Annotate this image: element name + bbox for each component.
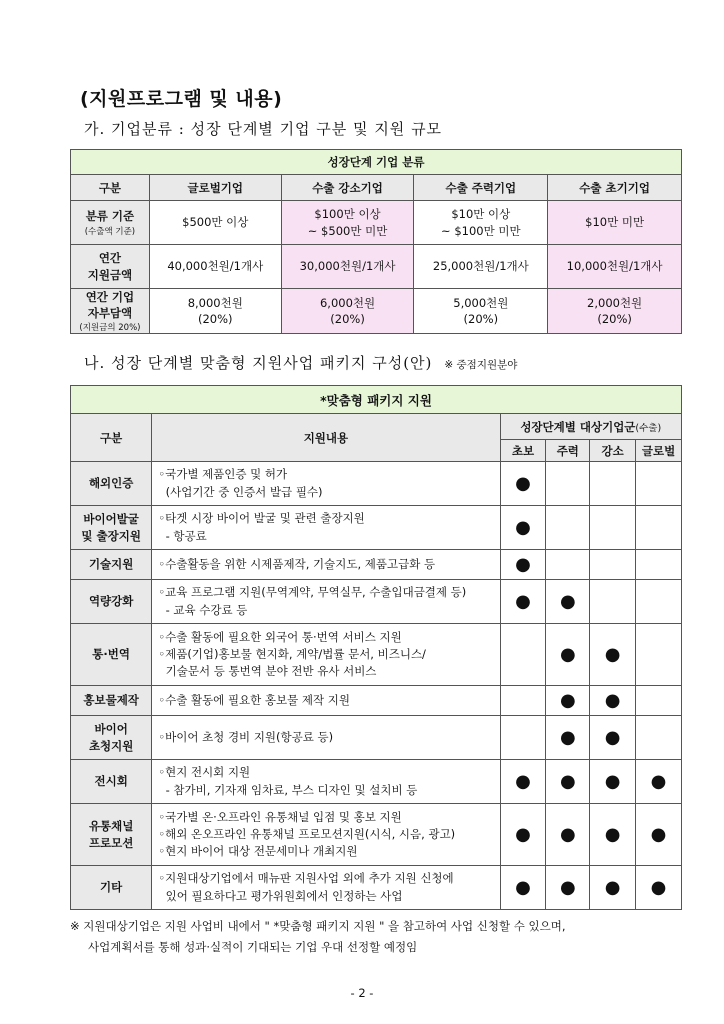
table2-caption: *맞춤형 패키지 지원 [71, 386, 682, 414]
row-label-text: 분류 기준 [85, 209, 135, 224]
page-title: (지원프로그램 및 내용) [80, 88, 283, 110]
footnote-line2: 사업계획서를 통해 성과·실적이 기대되는 기업 우대 선정할 예정임 [88, 939, 418, 954]
package-row [71, 686, 682, 716]
filled-circle-icon: ● [604, 823, 621, 845]
table1-row-label [71, 245, 150, 289]
filled-circle-icon: ● [559, 643, 576, 665]
package-category: 홍보물제작 [71, 686, 152, 716]
table1-cell: 5,000천원 (20%) [414, 289, 548, 334]
package-content [152, 716, 500, 760]
package-content [152, 804, 500, 866]
table1-row-label [71, 289, 150, 334]
package-category: 역량강화 [71, 580, 152, 624]
package-content [152, 866, 500, 910]
row-sublabel: (지원금의 20%) [79, 323, 141, 334]
package-category: 기술지원 [71, 550, 152, 580]
content-line: 기술문서 등 통번역 분야 전반 유사 서비스 [158, 664, 377, 679]
package-category: 통·번역 [71, 624, 152, 686]
content-line: - 항공료 [158, 528, 207, 543]
stage-mark-cell [546, 624, 590, 686]
table1-cell: $10만 미만 [548, 201, 682, 245]
table1-cell: 8,000천원 (20%) [149, 289, 281, 334]
stage-mark-cell [590, 462, 636, 506]
stage-mark-cell [500, 624, 546, 686]
package-row [71, 580, 682, 624]
content-line: ◦바이어 초청 경비 지원(항공료 등) [158, 729, 334, 744]
section-b-heading [84, 352, 517, 373]
filled-circle-icon: ● [650, 876, 667, 898]
table1-header-category: 구분 [71, 175, 150, 201]
filled-circle-icon: ● [515, 472, 531, 494]
stage-mark-cell [636, 760, 682, 804]
stage-mark-cell [590, 716, 636, 760]
package-category: 전시회 [71, 760, 152, 804]
package-content [152, 580, 500, 624]
stage-mark-cell [500, 760, 546, 804]
package-row [71, 716, 682, 760]
page-number: - 2 - [350, 986, 374, 1000]
table1-cell: $10만 이상 ~ $100만 미만 [414, 201, 548, 245]
content-line: ◦제품(기업)홍보물 현지화, 계약/법률 문서, 비즈니스/ [158, 646, 426, 661]
package-category: 유통채널 프로모션 [71, 804, 152, 866]
row-label-text: 연간 지원금액 [87, 251, 133, 282]
package-row [71, 506, 682, 550]
stage-mark-cell [590, 506, 636, 550]
table1-cell: 40,000천원/1개사 [149, 245, 281, 289]
table1-header-global: 글로벌기업 [149, 175, 281, 201]
table2-header-content: 지원내용 [152, 414, 500, 462]
filled-circle-icon: ● [515, 590, 531, 612]
content-line: ◦수출활동을 위한 시제품제작, 기술지도, 제품고급화 등 [158, 556, 436, 571]
stage-mark-cell [636, 804, 682, 866]
stage-mark-cell [590, 686, 636, 716]
stage-mark-cell [636, 462, 682, 506]
stage-mark-cell [636, 624, 682, 686]
package-content [152, 550, 500, 580]
table1-cell: $500만 이상 [149, 201, 281, 245]
stage-mark-cell [546, 550, 590, 580]
filled-circle-icon: ● [559, 590, 576, 612]
stage-mark-cell [546, 716, 590, 760]
stage-mark-cell [636, 550, 682, 580]
table1-row-label [71, 201, 150, 245]
package-row [71, 624, 682, 686]
package-row [71, 550, 682, 580]
table1-cell: 25,000천원/1개사 [414, 245, 548, 289]
filled-circle-icon: ● [515, 876, 531, 898]
table1-cell: 30,000천원/1개사 [281, 245, 414, 289]
package-content [152, 686, 500, 716]
stage-mark-cell [500, 716, 546, 760]
table1-caption: 성장단계 기업 분류 [71, 150, 682, 175]
stage-mark-cell [590, 580, 636, 624]
section-b-title: 나. 성장 단계별 맞춤형 지원사업 패키지 구성(안) [84, 354, 433, 372]
footnote [70, 916, 684, 957]
filled-circle-icon: ● [604, 643, 621, 665]
filled-circle-icon: ● [515, 516, 531, 538]
content-line: (사업기간 중 인증서 발급 필수) [158, 484, 323, 499]
growth-stage-table [70, 149, 682, 334]
stage-header: 주력 [546, 440, 590, 462]
filled-circle-icon: ● [559, 726, 576, 748]
stage-header: 글로벌 [636, 440, 682, 462]
table1-cell: 10,000천원/1개사 [548, 245, 682, 289]
stage-header: 강소 [590, 440, 636, 462]
table1-header-initial: 수출 초기기업 [548, 175, 682, 201]
filled-circle-icon: ● [559, 689, 576, 711]
package-row [71, 804, 682, 866]
stage-mark-cell [500, 462, 546, 506]
package-row [71, 462, 682, 506]
filled-circle-icon: ● [559, 770, 576, 792]
content-line: ◦현지 바이어 대상 전문세미나 개최지원 [158, 844, 358, 859]
table1-header-strong: 수출 강소기업 [281, 175, 414, 201]
row-sublabel: (수출액 기준) [84, 226, 136, 237]
content-line: ◦현지 전시회 지원 [158, 765, 251, 780]
stage-mark-cell [636, 580, 682, 624]
table1-header-main: 수출 주력기업 [414, 175, 548, 201]
package-content [152, 760, 500, 804]
content-line: - 교육 수강료 등 [158, 602, 248, 617]
filled-circle-icon: ● [559, 876, 576, 898]
content-line: ◦국가별 제품인증 및 허가 [158, 467, 288, 482]
stage-mark-cell [546, 462, 590, 506]
package-content [152, 462, 500, 506]
package-category: 바이어 초청지원 [71, 716, 152, 760]
package-support-table [70, 385, 682, 910]
package-category: 바이어발굴 및 출장지원 [71, 506, 152, 550]
stage-mark-cell [500, 866, 546, 910]
filled-circle-icon: ● [604, 770, 621, 792]
stage-mark-cell [546, 760, 590, 804]
filled-circle-icon: ● [650, 770, 667, 792]
package-row [71, 760, 682, 804]
content-line: ◦국가별 온·오프라인 유통채널 입점 및 홍보 지원 [158, 809, 402, 824]
stage-mark-cell [500, 506, 546, 550]
stage-header: 초보 [500, 440, 546, 462]
package-content [152, 506, 500, 550]
stage-mark-cell [546, 686, 590, 716]
content-line: ◦해외 온오프라인 유통채널 프로모션지원(시식, 시음, 광고) [158, 826, 456, 841]
filled-circle-icon: ● [515, 770, 531, 792]
filled-circle-icon: ● [604, 726, 621, 748]
stage-mark-cell [590, 760, 636, 804]
section-a-heading: 가. 기업분류 : 성장 단계별 기업 구분 및 지원 규모 [84, 120, 443, 138]
target-group-suffix: (수출) [635, 422, 662, 434]
stage-mark-cell [636, 866, 682, 910]
package-category: 해외인증 [71, 462, 152, 506]
stage-mark-cell [546, 580, 590, 624]
content-line: ◦지원대상기업에서 매뉴판 지원사업 외에 추가 지원 신청에 [158, 871, 454, 886]
content-line: 있어 필요하다고 평가위원회에서 인정하는 사업 [158, 888, 403, 903]
filled-circle-icon: ● [604, 689, 621, 711]
target-group-label: 성장단계별 대상기업군 [520, 419, 636, 434]
stage-mark-cell [636, 686, 682, 716]
stage-mark-cell [590, 866, 636, 910]
stage-mark-cell [590, 804, 636, 866]
table2-header-category: 구분 [71, 414, 152, 462]
stage-mark-cell [500, 550, 546, 580]
table1-cell: 6,000천원 (20%) [281, 289, 414, 334]
stage-mark-cell [546, 804, 590, 866]
stage-mark-cell [590, 624, 636, 686]
stage-mark-cell [546, 506, 590, 550]
package-row [71, 866, 682, 910]
filled-circle-icon: ● [650, 823, 667, 845]
table1-cell: 2,000천원 (20%) [548, 289, 682, 334]
stage-mark-cell [546, 866, 590, 910]
package-content [152, 624, 500, 686]
table2-header-target [500, 414, 681, 440]
row-label-text: 연간 기업 자부담액 [85, 290, 135, 321]
content-line: ◦타겟 시장 바이어 발굴 및 관련 출장지원 [158, 511, 365, 526]
stage-mark-cell [500, 804, 546, 866]
content-line: ◦수출 활동에 필요한 홍보물 제작 지원 [158, 692, 351, 707]
filled-circle-icon: ● [515, 823, 531, 845]
stage-mark-cell [500, 686, 546, 716]
stage-mark-cell [590, 550, 636, 580]
filled-circle-icon: ● [515, 553, 531, 575]
package-category: 기타 [71, 866, 152, 910]
content-line: - 참가비, 기자재 임차료, 부스 디자인 및 설치비 등 [158, 782, 418, 797]
table1-cell: $100만 이상 ~ $500만 미만 [281, 201, 414, 245]
filled-circle-icon: ● [604, 876, 621, 898]
stage-mark-cell [636, 716, 682, 760]
footnote-line1: ※ 지원대상기업은 지원 사업비 내에서 " *맞춤형 패키지 지원 " 을 참고하여 사업 신청할 수 있으며, [70, 919, 566, 933]
filled-circle-icon: ● [559, 823, 576, 845]
content-line: ◦교육 프로그램 지원(무역계약, 무역실무, 수출입대금결제 등) [158, 585, 467, 600]
section-b-note: ※ 중점지원분야 [444, 359, 518, 371]
stage-mark-cell [500, 580, 546, 624]
content-line: ◦수출 활동에 필요한 외국어 통·번역 서비스 지원 [158, 629, 402, 644]
stage-mark-cell [636, 506, 682, 550]
